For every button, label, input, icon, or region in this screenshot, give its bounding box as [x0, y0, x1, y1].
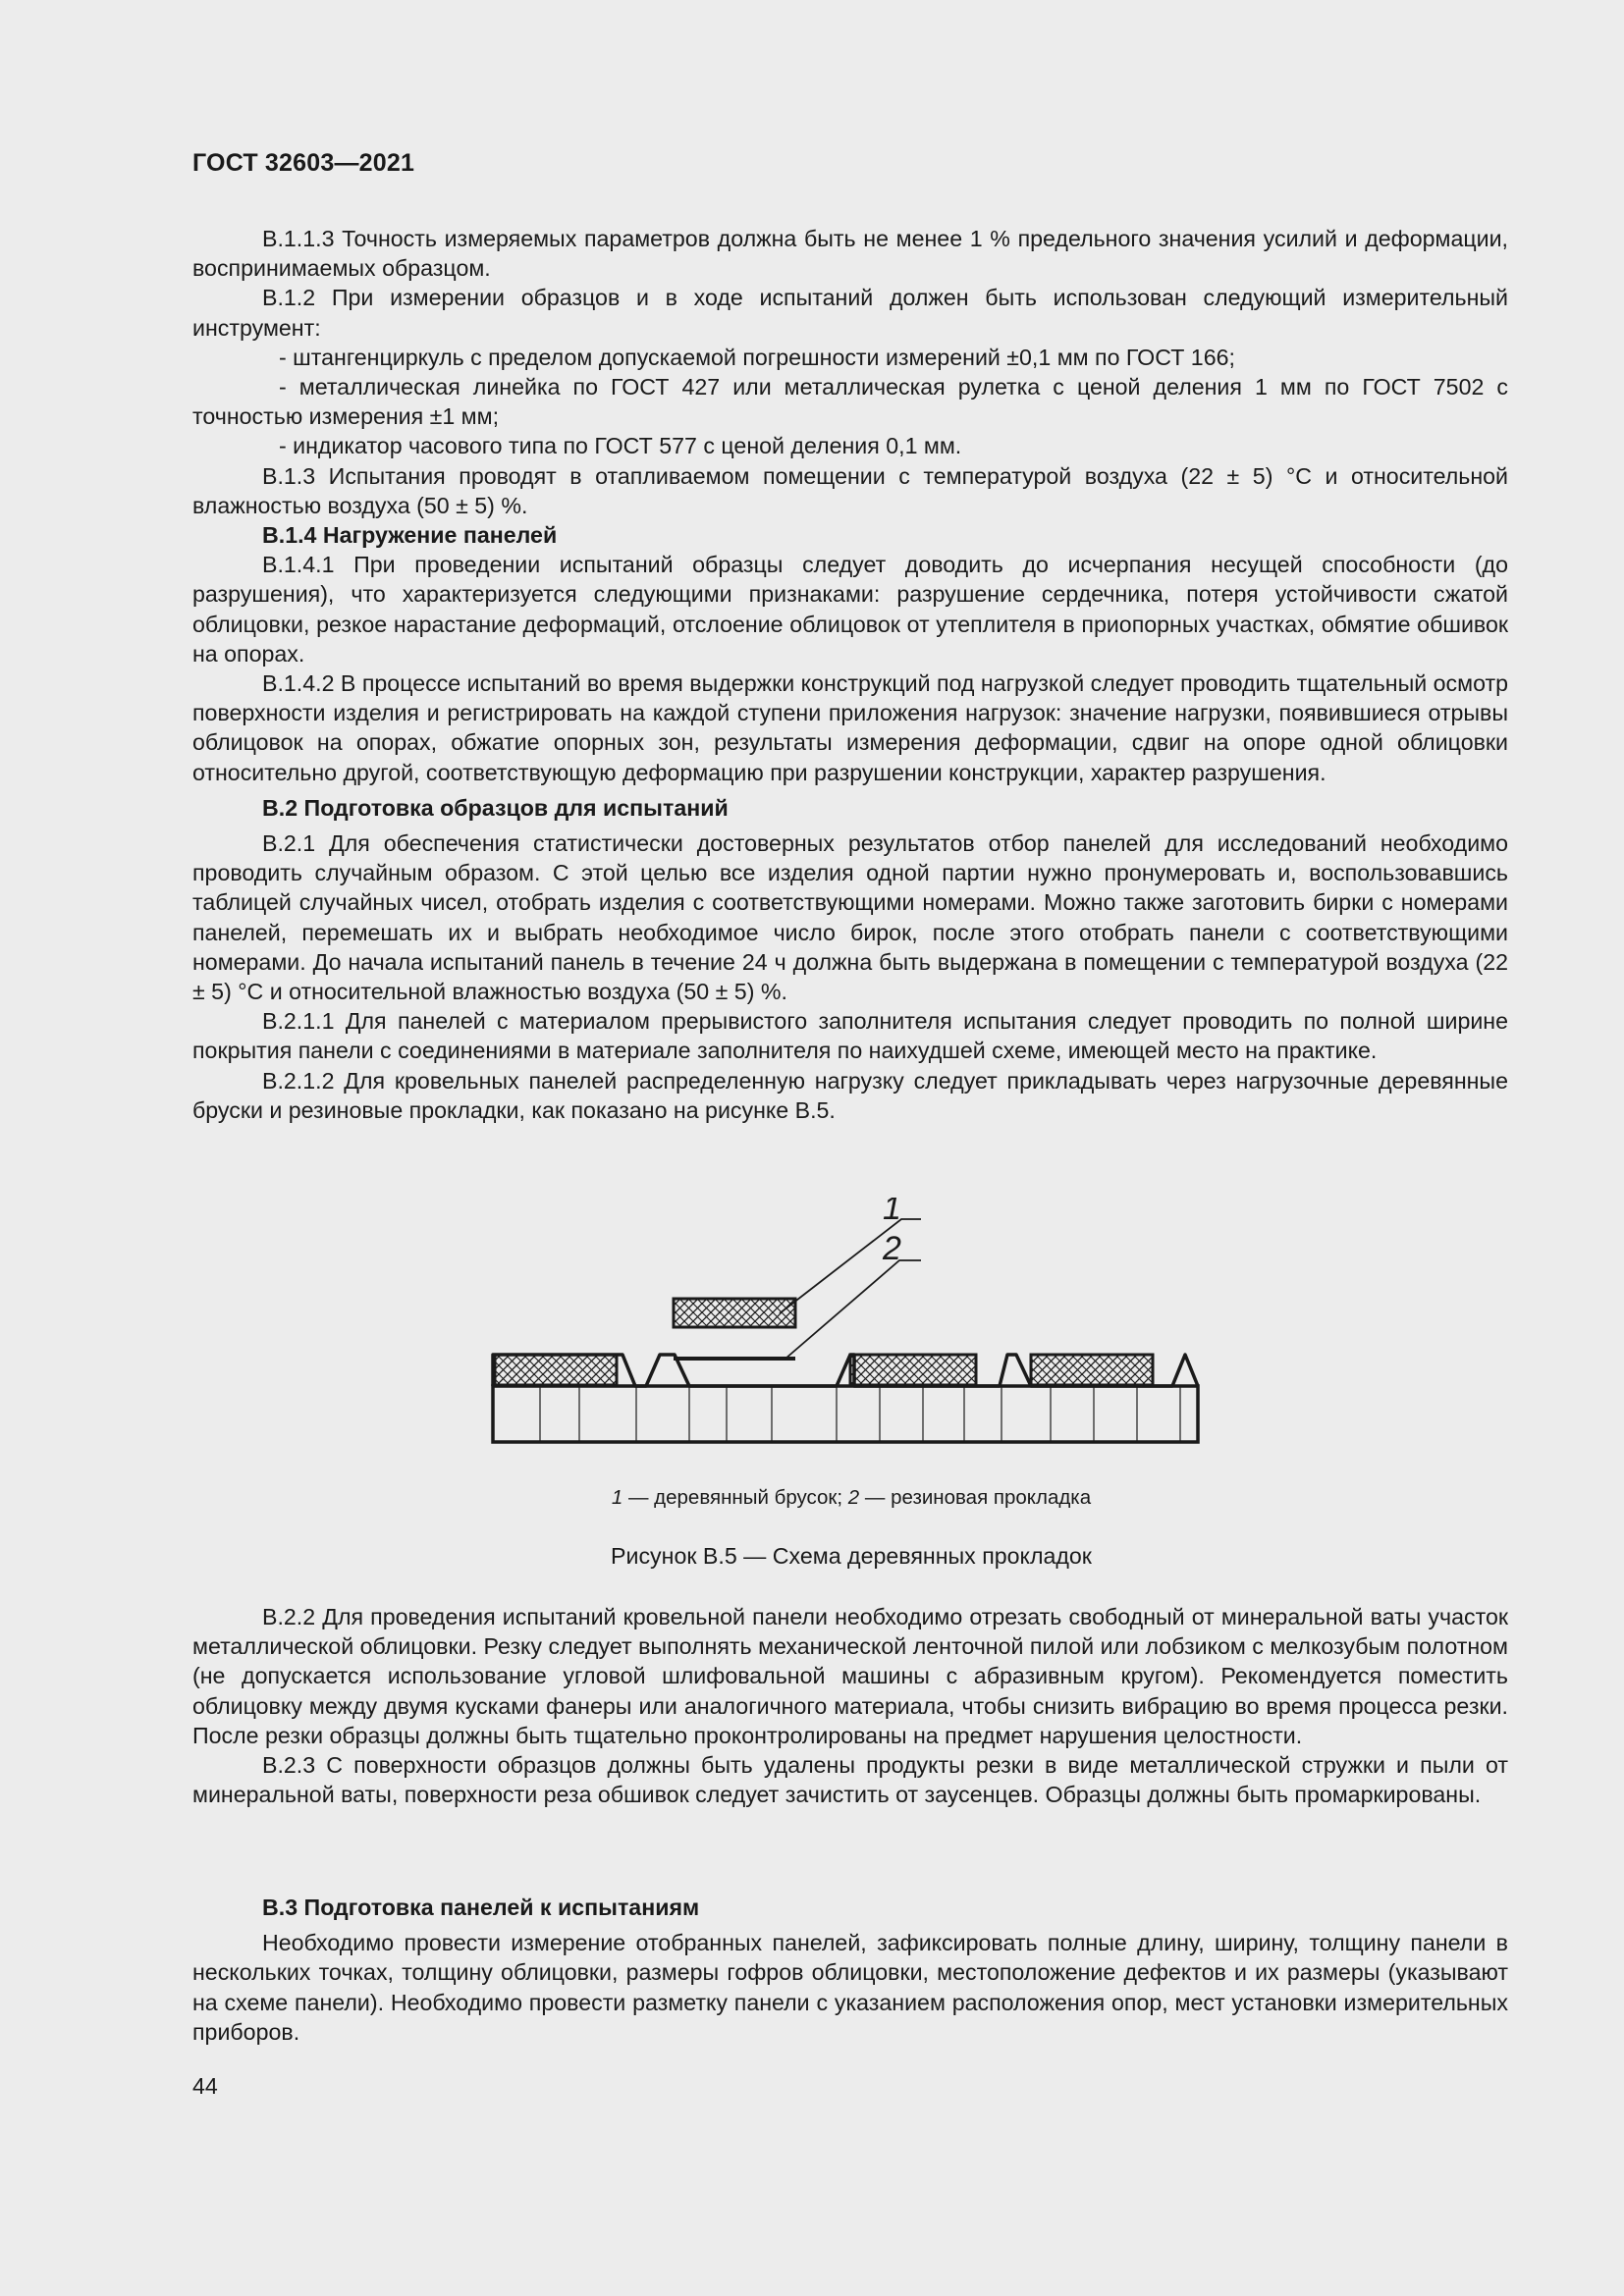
figure-caption: Рисунок В.5 — Схема деревянных прокладок	[611, 1543, 1092, 1569]
legend-text-2: — резиновая прокладка	[859, 1486, 1092, 1509]
wooden-bar-right	[1031, 1355, 1153, 1385]
heading-b14: В.1.4 Нагружение панелей	[262, 522, 558, 549]
heading-b2: В.2 Подготовка образцов для испытаний	[262, 794, 729, 821]
document-header: ГОСТ 32603—2021	[192, 149, 415, 177]
text-block-1	[192, 224, 1508, 1125]
wooden-bar-middle	[850, 1355, 976, 1385]
wooden-bar-detail	[674, 1299, 795, 1327]
paragraph-b23: В.2.3 С поверхности образцов должны быть удалены продукты резки в виде металлической стружки и пыли от минеральной ваты, поверхности реза обшивок следует зачистить от заусенцев. Образцы должны быть промаркированы.	[192, 1752, 1508, 1808]
list-item-caliper: - штангенциркуль с пределом допускаемой погрешности измерений ±0,1 мм по ГОСТ 166;	[279, 344, 1235, 370]
paragraph-b13: В.1.3 Испытания проводят в отапливаемом помещении с температурой воздуха (22 ± 5) °С и относительной влажностью воздуха (50 ± 5) %.	[192, 462, 1508, 518]
list-item-indicator: - индикатор часового типа по ГОСТ 577 с ценой деления 0,1 мм.	[279, 433, 962, 459]
legend-number-2: 2	[847, 1486, 860, 1509]
list-item-ruler: - металлическая линейка по ГОСТ 427 или металлическая рулетка с ценой деления 1 мм по ГОСТ 7502 с точностью измерения ±1 мм;	[192, 374, 1508, 430]
legend-number-1: 1	[611, 1486, 623, 1509]
paragraph-b113: В.1.1.3 Точность измеряемых параметров должна быть не менее 1 % предельного значения усилий и деформации, воспринимаемых образцом.	[192, 226, 1508, 282]
wooden-bar-left	[495, 1355, 617, 1385]
heading-b3: В.3 Подготовка панелей к испытаниям	[262, 1895, 700, 1920]
callout-label-1: 1	[883, 1198, 901, 1227]
paragraph-b142: В.1.4.2 В процессе испытаний во время выдержки конструкций под нагрузкой следует проводить тщательный осмотр поверхности изделия и регистрировать на каждой ступени приложения нагрузок: значение нагрузки, появившиеся отрывы облицовок на опорах, обжатие опорных зон, результаты измерения деформации, сдвиг на опоре одной облицовки относительно другой, соответствующую деформацию при разрушении конструкции, характер разрушения.	[192, 670, 1508, 785]
paragraph-b211: В.2.1.1 Для панелей с материалом прерывистого заполнителя испытания следует проводить по полной ширине покрытия панели с соединениями в материале заполнителя по наихудшей схеме, имеющей место на практике.	[192, 1008, 1508, 1064]
paragraph-b3: Необходимо провести измерение отобранных панелей, зафиксировать полные длину, ширину, толщину панели в нескольких точках, толщину облицовки, размеры гофров облицовки, местоположение дефектов и их размеры (указывают на схеме панели). Необходимо провести разметку панели с указанием расположения опор, мест установки измерительных приборов.	[192, 1930, 1508, 2045]
text-block-2	[192, 1602, 1508, 1809]
wooden-pad-diagram	[481, 1198, 1223, 1463]
paragraph-b21: В.2.1 Для обеспечения статистически достоверных результатов отбор панелей для исследований необходимо проводить случайным образом. С этой целью все изделия одной партии нужно пронумеровать и, воспользовавшись таблицей случайных чисел, отобрать изделия с соответствующими номерами. Можно также заготовить бирки с номерами панелей, перемешать их и выбрать необходимое число бирок, после этого отобрать панели с соответствующими номерами. До начала испытаний панель в течение 24 ч должна быть выдержана в помещении с температурой воздуха (22 ± 5) °С и относительной влажностью воздуха (50 ± 5) %.	[192, 830, 1508, 1005]
legend-text-1: — деревянный брусок;	[623, 1486, 848, 1509]
figure-legend	[0, 1486, 1624, 1510]
callout-label-2: 2	[883, 1230, 901, 1267]
paragraph-b212: В.2.1.2 Для кровельных панелей распределенную нагрузку следует прикладывать через нагрузочные деревянные бруски и резиновые прокладки, как показано на рисунке В.5.	[192, 1067, 1508, 1123]
page-number: 44	[192, 2073, 218, 2099]
text-block-3	[192, 1887, 1508, 2047]
paragraph-b12: В.1.2 При измерении образцов и в ходе испытаний должен быть использован следующий измерительный инструмент:	[192, 285, 1508, 341]
paragraph-b22: В.2.2 Для проведения испытаний кровельной панели необходимо отрезать свободный от минеральной ваты участок металлической облицовки. Резку следует выполнять механической ленточной пилой или лобзиком с мелкозубым полотном (не допускается использование угловой шлифовальной машины с абразивным кругом). Рекомендуется поместить облицовку между двумя кусками фанеры или аналогичного материала, чтобы снизить вибрацию во время процесса резки. После резки образцы должны быть тщательно проконтролированы на предмет нарушения целостности.	[192, 1604, 1508, 1748]
paragraph-b141: В.1.4.1 При проведении испытаний образцы следует доводить до исчерпания несущей способности (до разрушения), что характеризуется следующими признаками: разрушение сердечника, потеря устойчивости сжатой облицовки, резкое нарастание деформаций, отслоение облицовок от утеплителя в приопорных участках, обмятие обшивок на опорах.	[192, 552, 1508, 667]
